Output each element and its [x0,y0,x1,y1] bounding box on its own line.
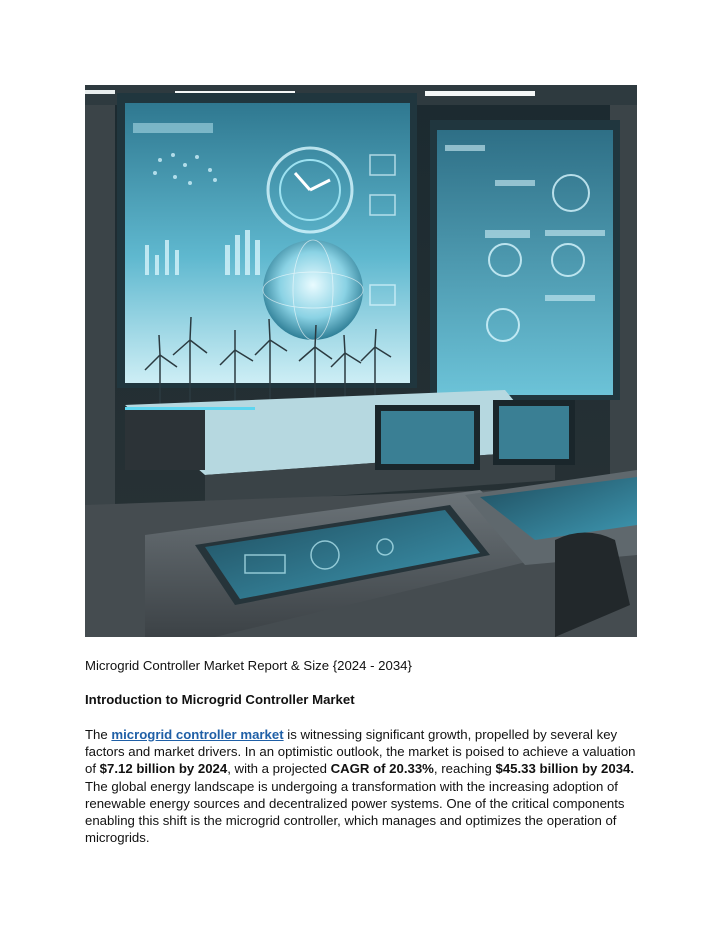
valuation-2034: $45.33 billion by 2034. [495,761,635,777]
para-text-4: , reaching [433,761,496,777]
para-text-1: The [85,727,112,742]
para-text-3: , with a projected [227,761,331,777]
valuation-2024: $7.12 billion by 2024 [99,761,228,777]
hero-image [85,85,637,637]
cagr-value: CAGR of 20.33% [330,761,434,777]
para-text-2: is witnessing significant growth, propelled by several key factors and market drivers. In an optimistic outlook, the market is poised to achieve a valuation of [85,727,636,777]
intro-paragraph [85,726,645,846]
market-link[interactable]: microgrid controller market [111,727,284,742]
image-caption: Microgrid Controller Market Report & Size {2024 - 2034} [85,658,412,673]
para-text-5: The global energy landscape is undergoing a transformation with the increasing adoption of renewable energy sources and decentralized power systems. One of the critical components enabling this shift is the microgrid controller, which manages and optimizes the operation of microgrids. [85,778,625,846]
section-heading: Introduction to Microgrid Controller Market [85,692,355,707]
